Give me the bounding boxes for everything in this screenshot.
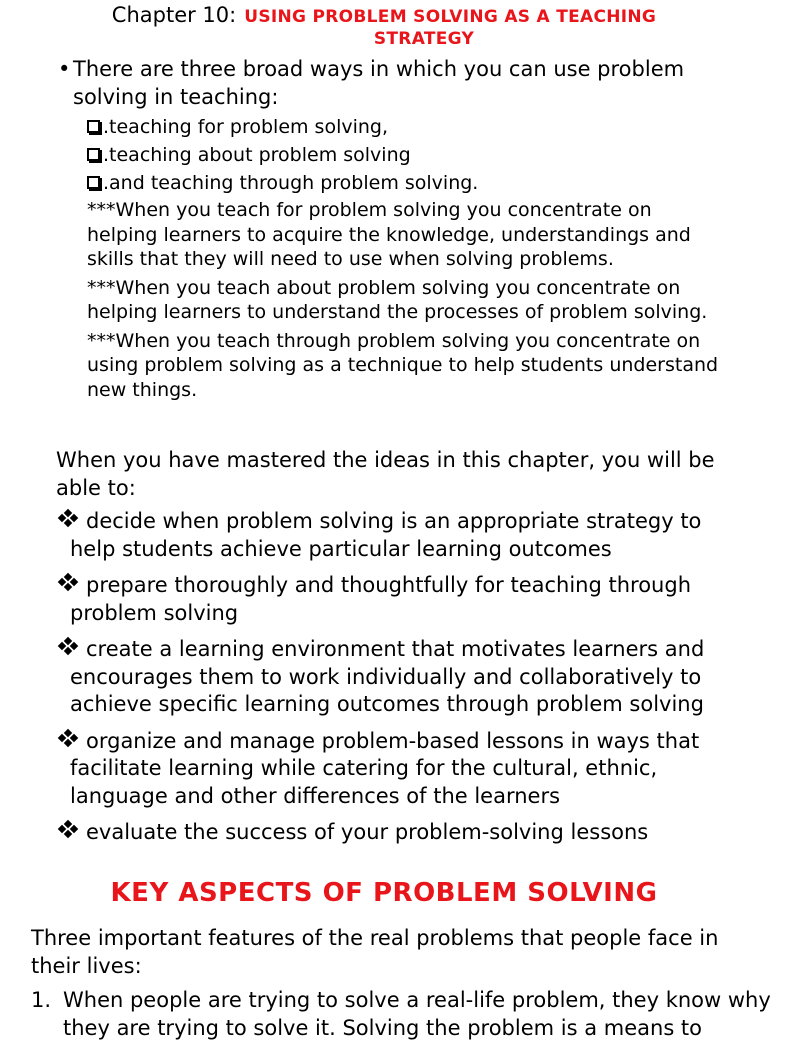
diamond-bullet-icon	[58, 638, 78, 654]
chapter-title-continued: STRATEGY	[373, 29, 475, 49]
outcome-item	[56, 508, 736, 563]
diamond-bullet-icon	[58, 574, 78, 590]
intro-text: There are three broad ways in which you can use problem solving in teaching:	[73, 57, 685, 109]
outcome-item	[56, 819, 736, 847]
diamond-bullet-icon	[58, 510, 78, 526]
feature-item	[31, 986, 791, 1042]
chapter-header	[0, 4, 768, 50]
diamond-bullet-icon	[58, 821, 78, 837]
outcomes-intro: When you have mastered the ideas in this chapter, you will be able to:	[56, 448, 715, 500]
teaching-way-text: .and teaching through problem solving.	[103, 172, 479, 194]
checkbox-bullet-icon	[87, 120, 100, 133]
teaching-way-item	[87, 113, 727, 141]
outcome-text: create a learning environment that motivates learners and encourages them to work individually and collaboratively to achieve specific learning outcomes through problem solving	[70, 637, 705, 716]
features-list	[31, 986, 791, 1042]
intro-bullet	[58, 55, 718, 111]
outcome-item	[56, 572, 736, 627]
checkbox-bullet-icon	[87, 176, 100, 189]
outcome-text: evaluate the success of your problem-solving lessons	[86, 820, 649, 844]
chapter-header-line	[0, 4, 768, 28]
teaching-note: ***When you teach through problem solving you concentrate on using problem solving as a technique to help students understand new things.	[87, 329, 719, 401]
chapter-title: USING PROBLEM SOLVING AS A TEACHING	[244, 7, 657, 27]
feature-text: When people are trying to solve a real-life problem, they know why they are trying to solve it. Solving the problem is a means to	[63, 988, 771, 1040]
feature-number: 1.	[31, 988, 52, 1012]
chapter-label: Chapter 10:	[111, 3, 237, 27]
teaching-way-item	[87, 141, 727, 169]
outcome-text: prepare thoroughly and thoughtfully for teaching through problem solving	[70, 573, 692, 625]
bullet-dot: •	[58, 57, 71, 81]
outcome-text: decide when problem solving is an appropriate strategy to help students achieve particular learning outcomes	[70, 509, 702, 561]
teaching-ways-list	[87, 113, 727, 197]
outcomes-list	[56, 508, 736, 856]
features-intro: Three important features of the real problems that people face in their lives:	[31, 926, 719, 978]
teaching-notes	[87, 198, 727, 406]
teaching-way-text: .teaching for problem solving,	[103, 116, 389, 138]
diamond-bullet-icon	[58, 730, 78, 746]
checkbox-bullet-icon	[87, 148, 100, 161]
teaching-note: ***When you teach for problem solving you concentrate on helping learners to acquire the knowledge, understandings and skills that they will need to use when solving problems.	[87, 199, 691, 270]
teaching-way-text: .teaching about problem solving	[103, 144, 411, 166]
teaching-note: ***When you teach about problem solving you concentrate on helping learners to understand the processes of problem solving.	[87, 276, 708, 323]
outcome-item	[56, 728, 736, 811]
teaching-way-item	[87, 169, 727, 197]
outcome-item	[56, 636, 736, 719]
section-heading: KEY ASPECTS OF PROBLEM SOLVING	[110, 878, 658, 908]
outcome-text: organize and manage problem-based lessons in ways that facilitate learning while catering for the cultural, ethnic, language and other differences of the learners	[70, 728, 700, 808]
